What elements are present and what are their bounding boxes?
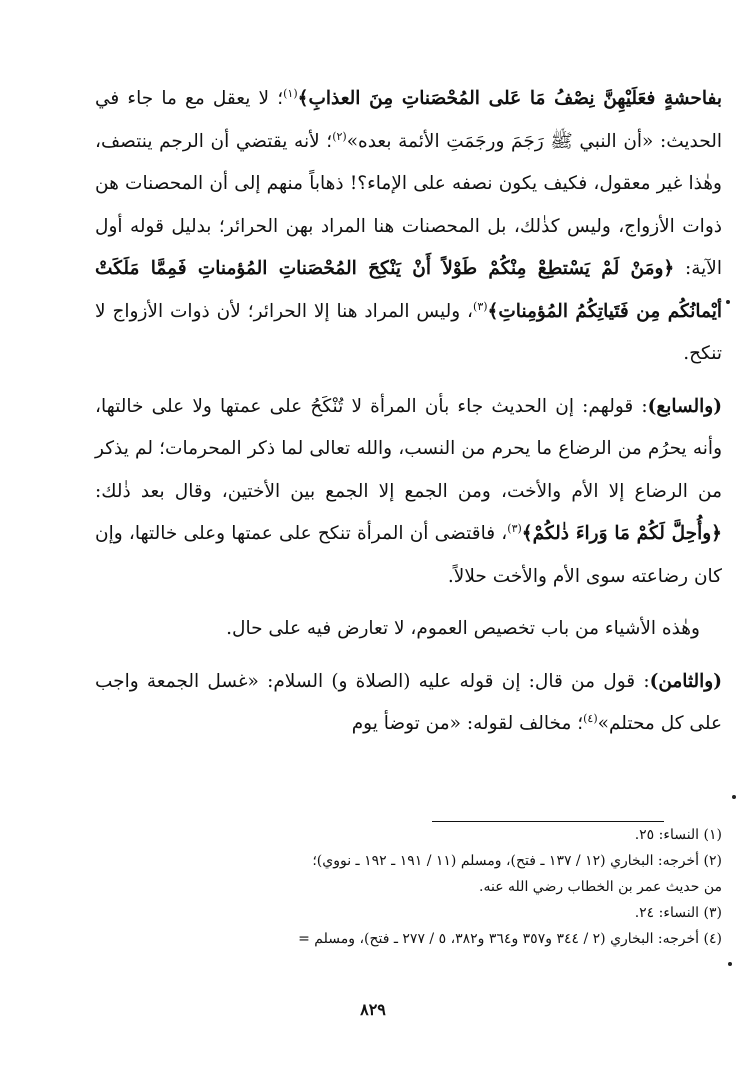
footnote-3 [62,900,722,926]
body-text: ؛ لأنه يقتضي أن الرجم ينتصف، وهٰذا غير معقول، فكيف يكون نصفه على الإماء؟! ذهاباً منهم إلى أن المحصنات هن ذوات الأزواج، وليس كذٰلك، بل المحصنات هنا المراد بهن الحرائر؛ بدليل قوله أول الآية: [95,130,722,279]
footnote-number: (١) [703,827,722,843]
body-text: ، وليس المراد هنا إلا الحرائر؛ لأن ذوات الأزواج لا تنكح. [95,300,722,364]
scan-speck [728,962,732,966]
footnote-2 [62,848,722,874]
scan-speck [726,300,730,304]
footnote-2-continuation [62,874,722,900]
footnote-ref[interactable]: (٣) [473,299,488,313]
footnote-text: أخرجه: البخاري (١٢ / ١٣٧ ـ فتح)، ومسلم (١١ / ١٩١ ـ ١٩٢ ـ نووي)؛ [312,853,700,869]
main-text [95,78,722,746]
body-text: ؛ مخالف لقوله: «من توضأ يوم [351,713,584,734]
section-heading: (والسابع) [647,395,722,417]
footnote-1 [62,822,722,848]
paragraph-3 [95,608,722,651]
footnote-ref[interactable]: (٢) [332,129,347,143]
quran-quote: بفاحشةٍ فعَلَيْهِنَّ نِصْفُ مَا عَلى المُحْصَناتِ مِنَ العذابِ﴾ [297,88,722,109]
paragraph-1 [95,78,722,376]
quran-quote: ﴿وأُحِلَّ لَكُمْ مَا وَراءَ ذٰلكُمْ﴾ [521,523,722,544]
body-text: ؛ لا يعقل مع ما جاء في الحديث: «أن النبي ﷺ رَجَمَ ورجَمَتِ الأئمة بعده» [95,88,722,152]
page-number: ٨٢٩ [360,1000,386,1019]
footnotes [62,822,722,952]
footnote-ref[interactable]: (٣) [507,521,522,535]
footnote-ref[interactable]: (١) [283,86,298,100]
footnote-number: (٢) [703,853,722,869]
paragraph-2 [95,386,722,599]
body-text: ، فاقتضى أن المرأة تنكح على عمتها وعلى خالتها، وإن كان رضاعته سوى الأم والأخت حلالاً. [95,523,722,587]
section-heading: (والثامن) [649,670,722,692]
body-text: : قولهم: إن الحديث جاء بأن المرأة لا تُنْكَحُ على عمتها ولا على خالتها، وأنه يحرُم من الرضاع ما يحرم من النسب، والله تعالى لما ذكر المحرمات؛ لم يذكر من الرضاع إلا الأم والأخت، ومن الجمع إلا الجمع بين الأختين، وقال بعد ذٰلك: [95,395,722,502]
footnote-text: النساء: ٢٤. [634,905,700,921]
footnote-text: النساء: ٢٥. [634,827,700,843]
footnote-number: (٣) [703,905,722,921]
footnote-number: (٤) [703,931,722,947]
footnote-text: من حديث عمر بن الخطاب رضي الله عنه. [479,879,722,895]
body-text: وهٰذه الأشياء من باب تخصيص العموم، لا تعارض فيه على حال. [226,618,700,639]
body-text: : قول من قال: إن قوله عليه (الصلاة و) السلام: «غسل الجمعة واجب على كل محتلم» [95,670,722,734]
footnote-4 [62,926,722,952]
scan-speck [732,795,736,799]
footnote-text: أخرجه: البخاري (٢ / ٣٤٤ و٣٥٧ و٣٦٤ و٣٨٢، ٥ / ٢٧٧ ـ فتح)، ومسلم = [298,931,700,947]
quran-quote: ﴿ومَنْ لَمْ يَسْتطِعْ مِنْكُمْ طَوْلاً أَنْ يَنْكِحَ المُحْصَناتِ المُؤمناتِ فَمِمَّا مَلَكَتْ أيْمانُكُم مِن فَتَياتِكُمُ المُؤمِناتِ﴾ [95,258,722,322]
paragraph-4 [95,661,722,746]
footnote-ref[interactable]: (٤) [583,711,598,725]
